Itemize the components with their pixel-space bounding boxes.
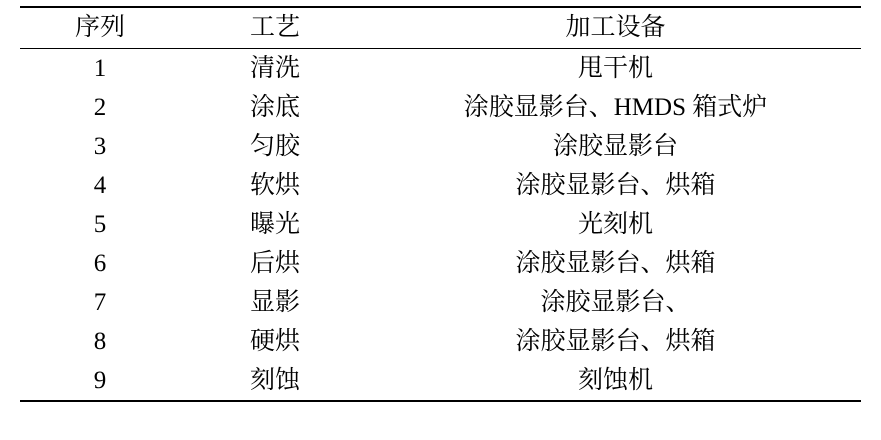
table-bottom-rule	[180, 401, 370, 402]
table-row	[20, 283, 861, 322]
cell-sequence: 9	[93, 367, 107, 394]
cell-equipment: 光刻机	[577, 211, 653, 238]
column-header-process: 工艺	[180, 7, 370, 49]
table-row	[20, 49, 861, 89]
cell-equipment: 甩干机	[370, 49, 861, 89]
cell-sequence: 5	[93, 211, 107, 238]
table-row	[20, 244, 861, 283]
cell-equipment: 涂胶显影台、烘箱	[515, 328, 716, 355]
table-row	[20, 322, 861, 361]
cell-process: 涂底	[249, 94, 300, 121]
cell-process: 曝光	[249, 211, 300, 238]
table-row	[20, 88, 861, 127]
table-row	[20, 166, 861, 205]
table-bottom-rule-row	[20, 401, 861, 402]
cell-process: 匀胶	[249, 133, 300, 160]
cell-process: 显影	[249, 289, 300, 316]
cell-equipment: 涂胶显影台	[552, 133, 678, 160]
cell-equipment: 刻蚀机	[577, 367, 653, 394]
cell-process: 后烘	[249, 250, 300, 277]
cell-sequence: 2	[93, 94, 107, 121]
table-row	[20, 361, 861, 401]
cell-process: 软烘	[249, 172, 300, 199]
cell-sequence: 7	[93, 289, 107, 316]
table-bottom-rule	[20, 401, 180, 402]
cell-sequence: 1	[20, 49, 180, 89]
column-header-equipment: 加工设备	[370, 7, 861, 49]
cell-process: 清洗	[180, 49, 370, 89]
table-header	[20, 7, 861, 49]
table-bottom-rule	[370, 401, 861, 402]
cell-sequence: 4	[93, 172, 107, 199]
cell-sequence: 8	[93, 328, 107, 355]
column-header-sequence: 序列	[20, 7, 180, 49]
cell-equipment: 涂胶显影台、烘箱	[515, 172, 716, 199]
cell-process: 硬烘	[249, 328, 300, 355]
process-equipment-table	[20, 6, 861, 402]
table-row	[20, 205, 861, 244]
cell-sequence: 6	[93, 250, 107, 277]
table-body	[20, 49, 861, 403]
cell-equipment: 涂胶显影台、HMDS 箱式炉	[463, 94, 768, 121]
cell-process: 刻蚀	[249, 367, 300, 394]
table-header-row	[20, 7, 861, 49]
cell-equipment: 涂胶显影台、	[540, 289, 691, 316]
cell-equipment: 涂胶显影台、烘箱	[515, 250, 716, 277]
cell-sequence: 3	[93, 133, 107, 160]
table-row	[20, 127, 861, 166]
